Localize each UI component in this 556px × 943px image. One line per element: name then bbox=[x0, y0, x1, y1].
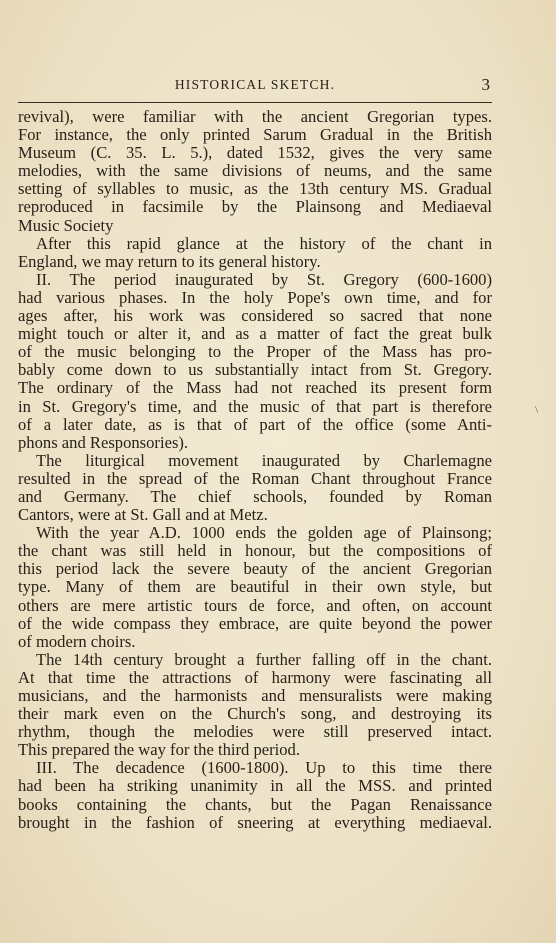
text-line: the chant was still held in honour, but the compositions of bbox=[18, 542, 492, 561]
text-line: others are mere artistic tours de force, and often, on account bbox=[18, 596, 492, 615]
text-line: might touch or alter it, and as a matter of fact the great bulk bbox=[18, 325, 492, 344]
text-line: of the music belonging to the Proper of the Mass has pro- bbox=[18, 343, 492, 362]
text-line: rhythm, though the melodies were still preserved intact. bbox=[18, 723, 492, 742]
paragraph-start-line: With the year A.D. 1000 ends the golden age of Plainsong; bbox=[36, 524, 492, 543]
text-line: had various phases. In the holy Pope's own time, and for bbox=[18, 288, 492, 307]
paragraph-start-line: After this rapid glance at the history of the chant in bbox=[36, 234, 492, 253]
text-line: setting of syllables to music, as the 13th century MS. Gradual bbox=[18, 180, 492, 199]
text-line: musicians, and the harmonists and mensuralists were making bbox=[18, 687, 492, 705]
text-line: had been ha striking unanimity in all the MSS. and printed bbox=[18, 777, 492, 796]
text-line: of a later date, as is that of part of the office (some Anti- bbox=[18, 415, 492, 434]
text-line: ages after, his work was considered so sacred that none bbox=[18, 307, 492, 326]
text-line: Music Society bbox=[18, 216, 114, 235]
text-line: For instance, the only printed Sarum Gradual in the British bbox=[18, 126, 492, 145]
text-line: England, we may return to its general history. bbox=[18, 252, 321, 271]
text-line: At that time the attractions of harmony were fascinating all bbox=[18, 668, 492, 687]
paragraph-start-line: III. The decadence (1600-1800). Up to this time there bbox=[36, 759, 492, 778]
margin-mark: \ bbox=[535, 404, 539, 416]
text-line: resulted in the spread of the Roman Chant throughout France bbox=[18, 469, 492, 488]
text-line: brought in the fashion of sneering at everything mediaeval. bbox=[18, 813, 492, 832]
text-line: phons and Responsories). bbox=[18, 433, 189, 452]
text-line: books containing the chants, but the Pagan Renaissance bbox=[18, 795, 492, 814]
text-line: This prepared the way for the third period. bbox=[18, 741, 300, 760]
paragraph-start-line: The liturgical movement inaugurated by Charlemagne bbox=[36, 451, 492, 470]
body-text bbox=[18, 108, 492, 832]
text-line: revival), were familiar with the ancient Gregorian types. bbox=[18, 108, 492, 126]
text-line: Cantors, were at St. Gall and at Metz. bbox=[18, 506, 268, 525]
text-line: The ordinary of the Mass had not reached its present form bbox=[18, 379, 492, 398]
text-line: Museum (C. 35. L. 5.), dated 1532, gives the very same bbox=[18, 144, 492, 163]
text-line: reproduced in facsimile by the Plainsong and Mediaeval bbox=[18, 198, 492, 217]
text-line: melodies, with the same divisions of neums, and the same bbox=[18, 162, 492, 181]
text-line: of modern choirs. bbox=[18, 632, 136, 651]
text-line: their mark even on the Church's song, and destroying its bbox=[18, 705, 492, 724]
paragraph-start-line: II. The period inaugurated by St. Gregory (600-1600) bbox=[36, 270, 492, 289]
text-line: type. Many of them are beautiful in their own style, but bbox=[18, 578, 492, 597]
paragraph-start-line: The 14th century brought a further falling off in the chant. bbox=[36, 650, 492, 669]
header-rule bbox=[18, 102, 492, 103]
running-title: HISTORICAL SKETCH. bbox=[174, 77, 336, 92]
page-number: 3 bbox=[481, 75, 490, 94]
text-line: of the wide compass they embrace, are quite beyond the power bbox=[18, 614, 492, 633]
text-line: bably come down to us substantially intact from St. Gregory. bbox=[18, 361, 492, 380]
text-line: this period lack the severe beauty of the ancient Gregorian bbox=[18, 560, 492, 579]
text-line: and Germany. The chief schools, founded by Roman bbox=[18, 487, 492, 506]
text-line: in St. Gregory's time, and the music of that part is therefore bbox=[18, 397, 492, 416]
running-head bbox=[18, 77, 492, 97]
